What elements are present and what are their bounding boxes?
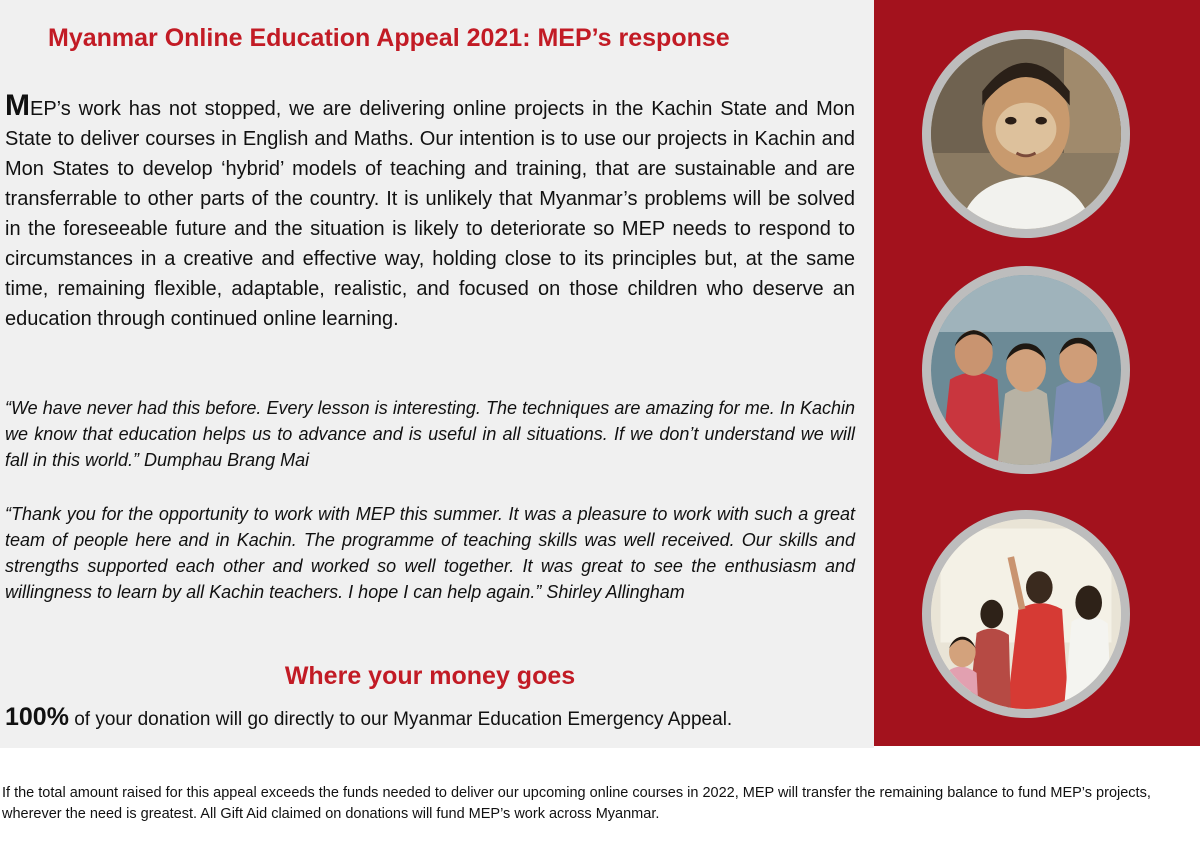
children-classroom-photo [922, 510, 1130, 718]
page-title: Myanmar Online Education Appeal 2021: MEP’s response [48, 24, 730, 52]
money-heading: Where your money goes [284, 662, 576, 690]
children-group-photo [922, 266, 1130, 474]
children-classroom-image [931, 519, 1121, 709]
child-portrait-photo [922, 30, 1130, 238]
intro-paragraph [5, 89, 855, 334]
children-group-image [931, 275, 1121, 465]
child-portrait-image [931, 39, 1121, 229]
donation-line [5, 703, 865, 732]
quote-shirley: “Thank you for the opportunity to work with MEP this summer. It was a pleasure to work with such a great team of people here and in Kachin. The programme of teaching skills was well received. Our skills and strengths supported each other and worked so well together. It was great to see the enthusiasm and willingness to learn by all Kachin teachers. I hope I can help again.” Shirley Allingham [5, 504, 855, 602]
intro-dropcap: M [5, 89, 30, 122]
footer-note: If the total amount raised for this appeal exceeds the funds needed to deliver our upcoming online courses in 2022, MEP will transfer the remaining balance to fund MEP’s projects, wherever the need is greatest. All Gift Aid claimed on donations will fund MEP’s work across Myanmar. [2, 785, 1151, 822]
quote-dumphau: “We have never had this before. Every lesson is interesting. The techniques are amazing for me. In Kachin we know that education helps us to advance and is useful in all situations. If we don’t understand we will fall in this world.” Dumphau Brang Mai [5, 398, 855, 470]
donation-percent: 100% [5, 703, 69, 731]
donation-text: of your donation will go directly to our Myanmar Education Emergency Appeal. [68, 709, 733, 730]
intro-text: EP’s work has not stopped, we are delivering online projects in the Kachin State and Mon State to deliver courses in English and Maths. Our intention is to use our projects in Kachin and Mon States to develop ‘hybrid’ models of teaching and training, that are sustainable and are transferrable to other parts of the country. It is unlikely that Myanmar’s problems will be solved in the foreseeable future and the situation is likely to deteriorate so MEP needs to respond to circumstances in a creative and effective way, holding close to its principles but, at the same time, remaining flexible, adaptable, realistic, and focused on those children who deserve an education through continued online learning. [5, 98, 855, 330]
